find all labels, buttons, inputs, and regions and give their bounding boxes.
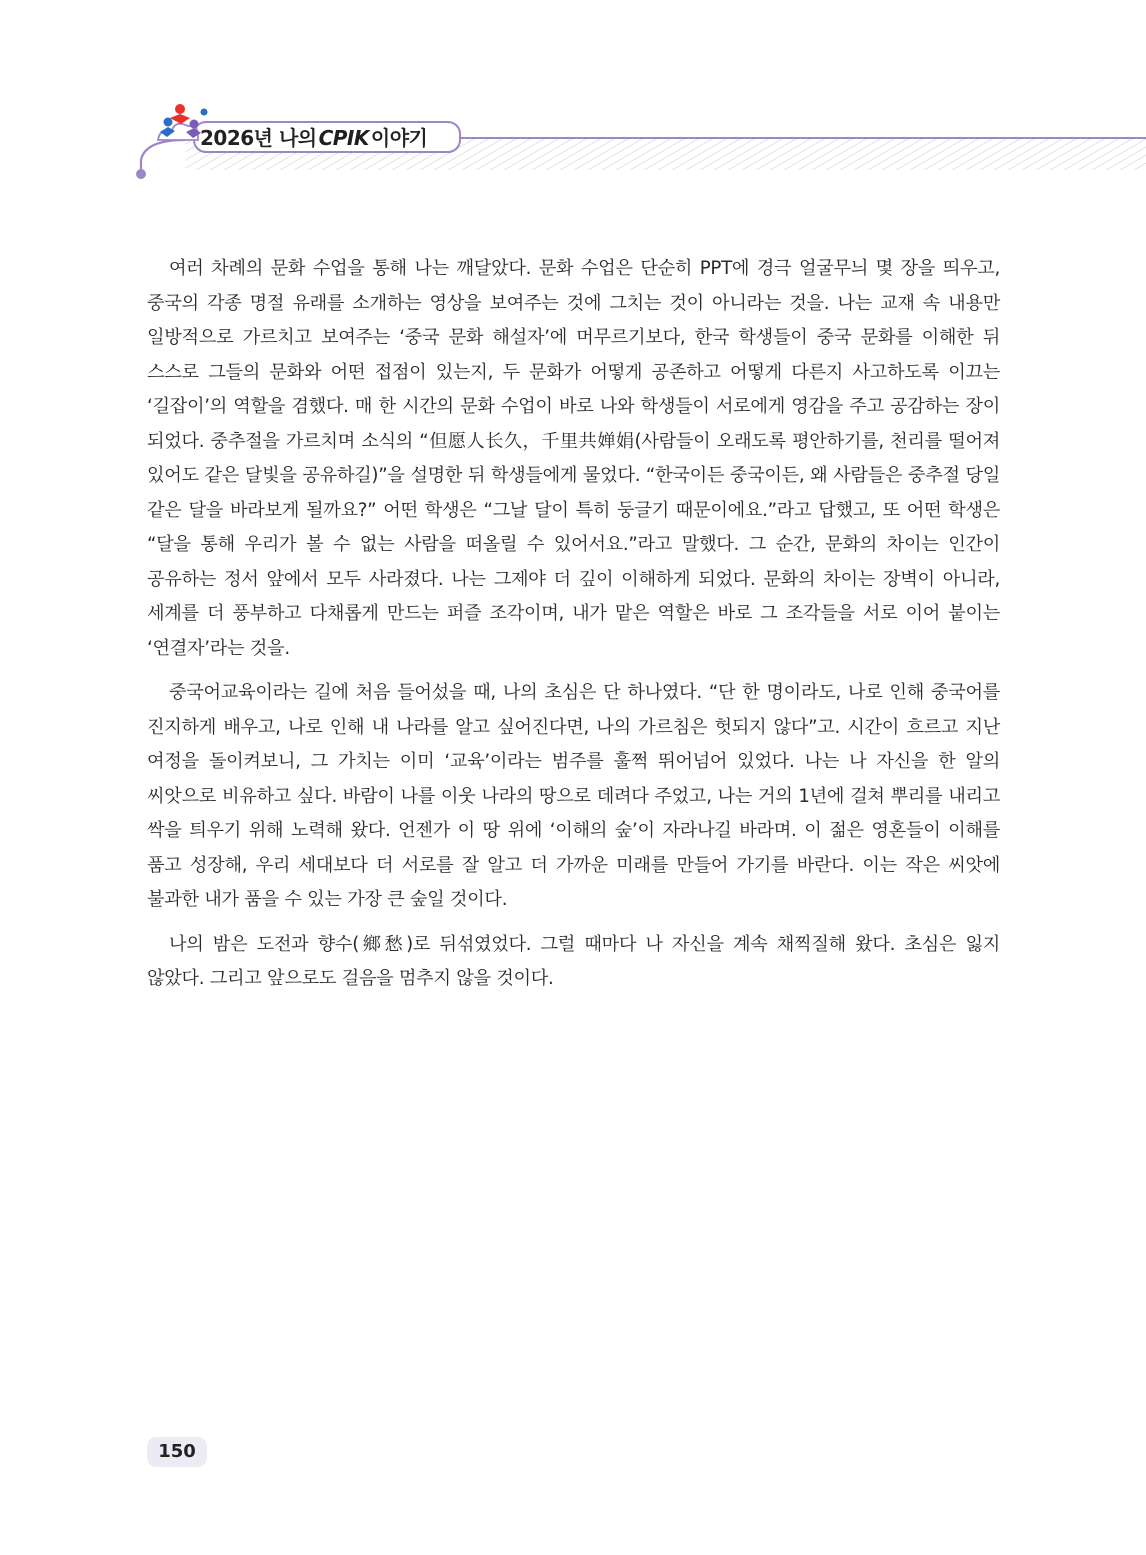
page-number: 150 xyxy=(147,1437,207,1467)
paragraph-3: 나의 밤은 도전과 향수(鄉愁)로 뒤섞였었다. 그럴 때마다 나 자신을 계속 채찍질해 왔다. 초심은 잃지 않았다. 그리고 앞으로도 걸음을 멈추지 않을 것이다. xyxy=(147,933,1000,989)
page-header xyxy=(0,0,1146,200)
header-title-prefix: 2026년 나의 xyxy=(200,126,317,150)
header-curve xyxy=(141,140,185,172)
header-title-suffix: 이야기 xyxy=(370,126,428,150)
paragraph-2: 중국어교육이라는 길에 처음 들어섰을 때, 나의 초심은 단 하나였다. “단 한 명이라도, 나로 인해 중국어를 진지하게 배우고, 나로 인해 내 나라를 알고 싶어진다면, 나의 가르침은 헛되지 않다”고. 시간이 흐르고 지난 여정을 돌이켜보니, 그 가치는 이미 ‘교육’이라는 범주를 훌쩍 뛰어넘어 있었다. 나는 나 자신을 한 알의 씨앗으로 비유하고 싶다. 바람이 나를 이웃 나라의 땅으로 데려다 주었고, 나는 거의 1년에 걸쳐 뿌리를 내리고 싹을 틔우기 위해 노력해 왔다. 언젠가 이 땅 위에 ‘이해의 숲’이 자라나길 바라며. 이 젊은 영혼들이 이해를 품고 성장해, 우리 세대보다 더 서로를 잘 알고 더 가까운 미래를 만들어 가기를 바란다. 이는 작은 씨앗에 불과한 내가 품을 수 있는 가장 큰 숲일 것이다. xyxy=(147,682,1000,910)
header-title-brand: CPIK xyxy=(318,126,369,150)
paragraph-1: 여러 차례의 문화 수업을 통해 나는 깨달았다. 문화 수업은 단순히 PPT에 경극 얼굴무늬 몇 장을 띄우고, 중국의 각종 명절 유래를 소개하는 영상을 보여주는 것에 그치는 것이 아니라는 것을. 나는 교재 속 내용만 일방적으로 가르치고 보여주는 ‘중국 문화 해설자’에 머무르기보다, 한국 학생들이 중국 문화를 이해한 뒤 스스로 그들의 문화와 어떤 접점이 있는지, 두 문화가 어떻게 공존하고 어떻게 다른지 사고하도록 이끄는 ‘길잡이’의 역할을 겸했다. 매 한 시간의 문화 수업이 바로 나와 학생들이 서로에게 영감을 주고 공감하는 장이 되었다. 중추절을 가르치며 소식의 “但愿人长久，千里共婵娟(사람들이 오래도록 평안하기를, 천리를 떨어져 있어도 같은 달빛을 공유하길)”을 설명한 뒤 학생들에게 물었다. “한국이든 중국이든, 왜 사람들은 중추절 당일 같은 달을 바라보게 될까요?” 어떤 학생은 “그날 달이 특히 둥글기 때문이에요.”라고 답했고, 또 어떤 학생은 “달을 통해 우리가 볼 수 없는 사람을 떠올릴 수 있어서요.”라고 말했다. 그 순간, 문화의 차이는 인간이 공유하는 정서 앞에서 모두 사라졌다. 나는 그제야 더 깊이 이해하게 되었다. 문화의 차이는 장벽이 아니라, 세계를 더 풍부하고 다채롭게 만드는 퍼즐 조각이며, 내가 맡은 역할은 바로 그 조각들을 서로 이어 붙이는 ‘연결자’라는 것을. xyxy=(147,258,1000,659)
article-body xyxy=(147,252,1000,1007)
header-title xyxy=(200,122,427,151)
header-dot xyxy=(136,169,146,179)
header-decoration xyxy=(0,0,1146,200)
